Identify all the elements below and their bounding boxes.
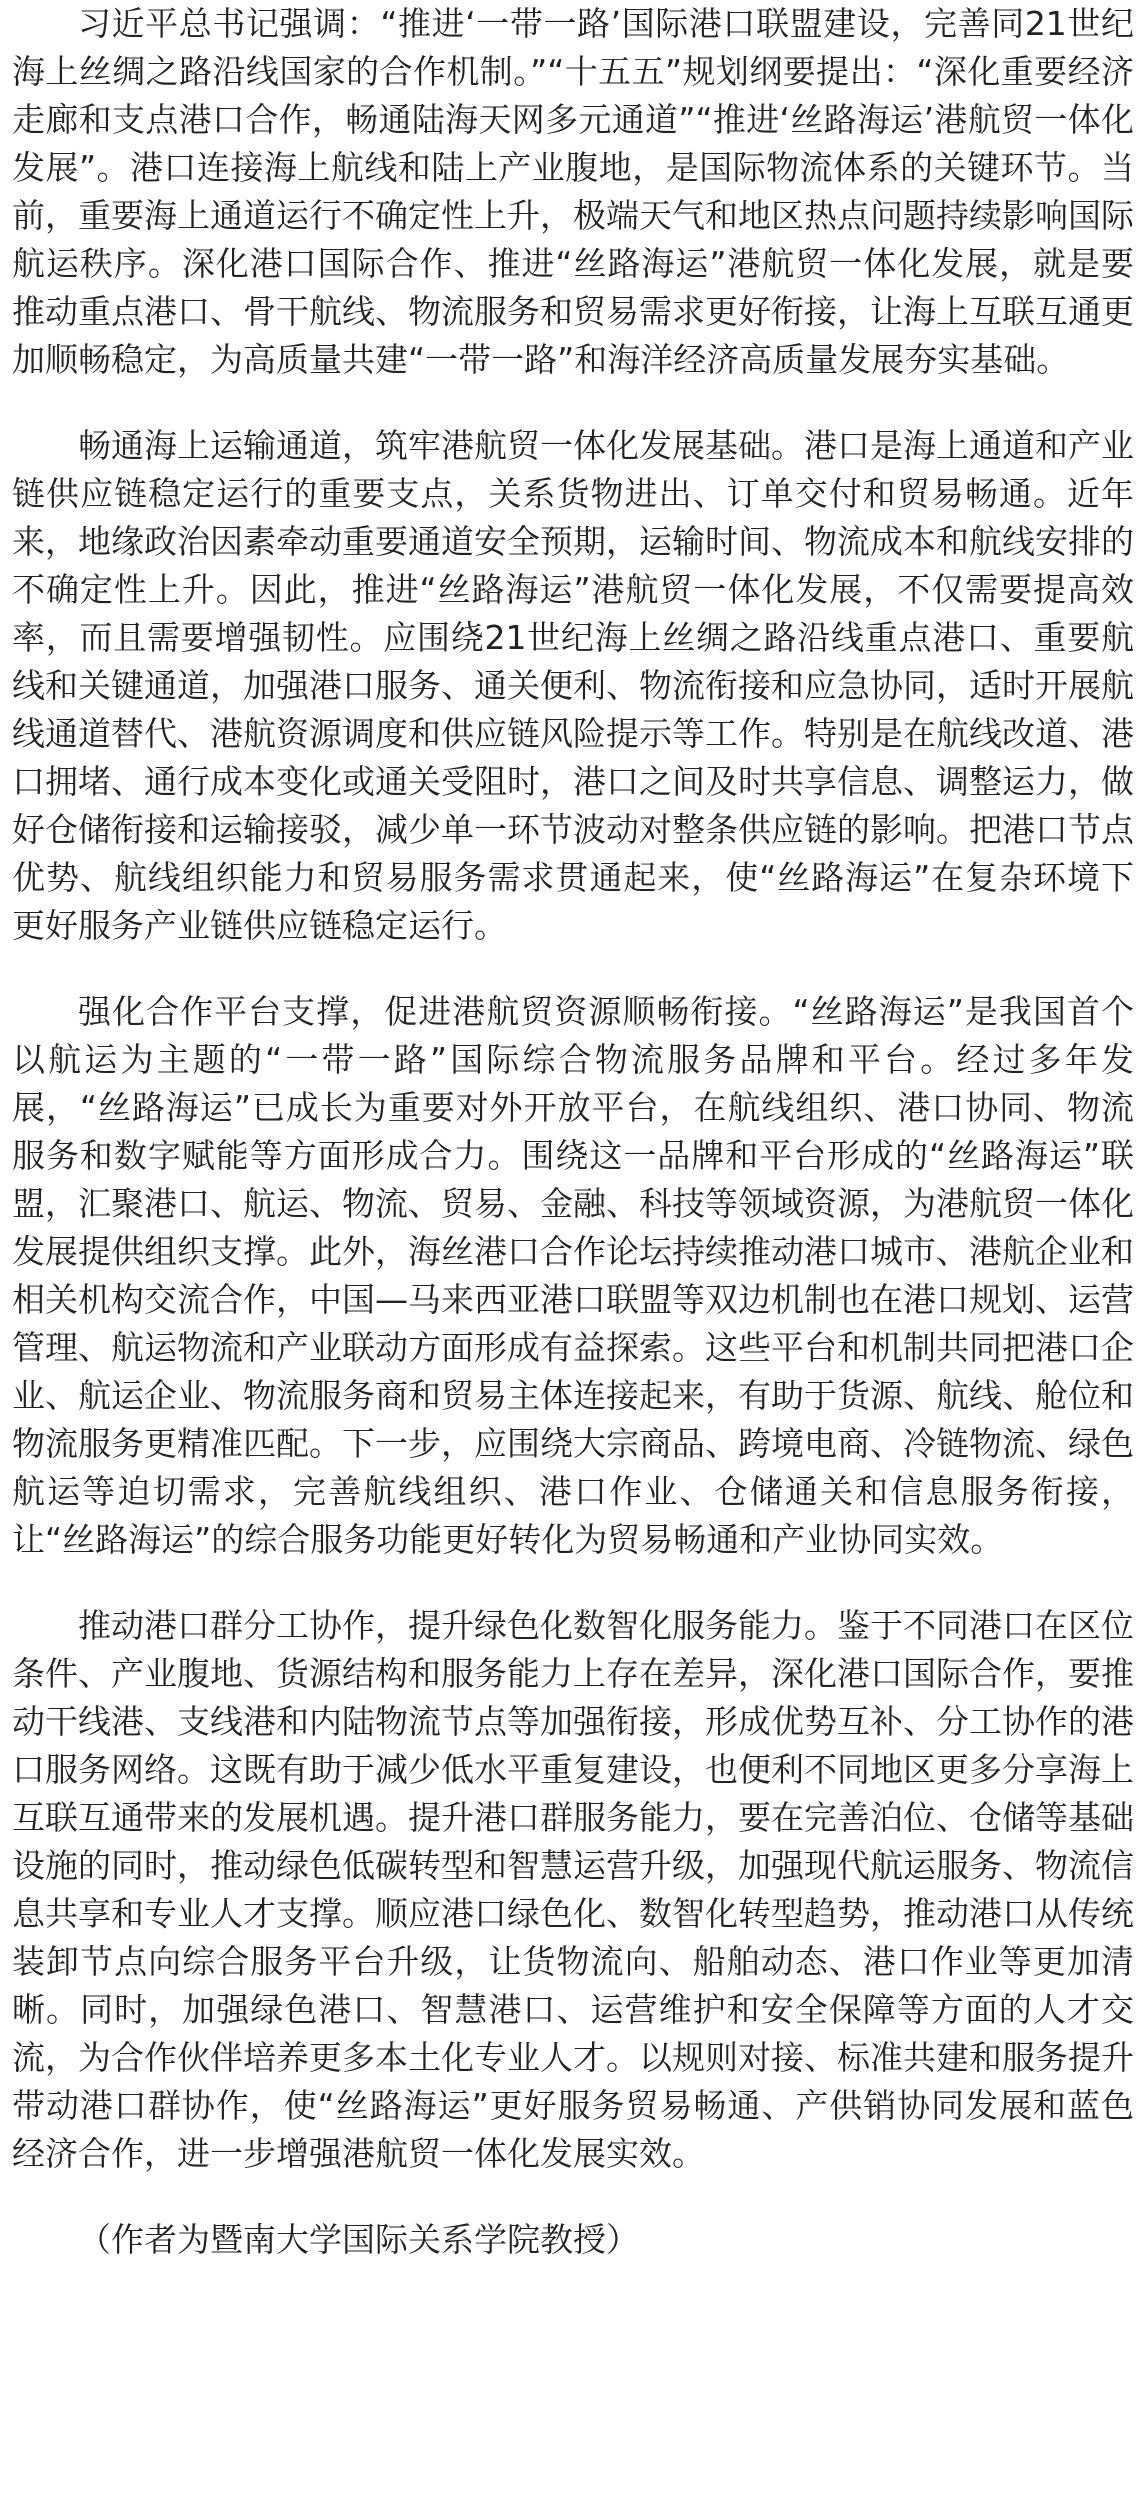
paragraph-intro: 习近平总书记强调：“推进‘一带一路’国际港口联盟建设，完善同21世纪海上丝绸之路沿线国家的合作机制。”“十五五”规划纲要提出：“深化重要经济走廊和支点港口合作，畅通陆海天网多元通道”“推进‘丝路海运’港航贸一体化发展”。港口连接海上航线和陆上产业腹地，是国际物流体系的关键环节。当前，重要海上通道运行不确定性上升，极端天气和地区热点问题持续影响国际航运秩序。深化港口国际合作、推进“丝路海运”港航贸一体化发展，就是要推动重点港口、骨干航线、物流服务和贸易需求更好衔接，让海上互联互通更加顺畅稳定，为高质量共建“一带一路”和海洋经济高质量发展夯实基础。	[12, 4, 1134, 379]
paragraph-port-cluster: 推动港口群分工协作，提升绿色化数智化服务能力。鉴于不同港口在区位条件、产业腹地、货源结构和服务能力上存在差异，深化港口国际合作，要推动干线港、支线港和内陆物流节点等加强衔接，形成优势互补、分工协作的港口服务网络。这既有助于减少低水平重复建设，也便利不同地区更多分享海上互联互通带来的发展机遇。提升港口群服务能力，要在完善泊位、仓储等基础设施的同时，推动绿色低碳转型和智慧运营升级，加强现代航运服务、物流信息共享和专业人才支撑。顺应港口绿色化、数智化转型趋势，推动港口从传统装卸节点向综合服务平台升级，让货物流向、船舶动态、港口作业等更加清晰。同时，加强绿色港口、智慧港口、运营维护和安全保障等方面的人才交流，为合作伙伴培养更多本土化专业人才。以规则对接、标准共建和服务提升带动港口群协作，使“丝路海运”更好服务贸易畅通、产供销协同发展和蓝色经济合作，进一步增强港航贸一体化发展实效。	[12, 1606, 1134, 2173]
paragraph-shipping-channels: 畅通海上运输通道，筑牢港航贸一体化发展基础。港口是海上通道和产业链供应链稳定运行的重要支点，关系货物进出、订单交付和贸易畅通。近年来，地缘政治因素牵动重要通道安全预期，运输时间、物流成本和航线安排的不确定性上升。因此，推进“丝路海运”港航贸一体化发展，不仅需要提高效率，而且需要增强韧性。应围绕21世纪海上丝绸之路沿线重点港口、重要航线和关键通道，加强港口服务、通关便利、物流衔接和应急协同，适时开展航线通道替代、港航资源调度和供应链风险提示等工作。特别是在航线改道、港口拥堵、通行成本变化或通关受阻时，港口之间及时共享信息、调整运力，做好仓储衔接和运输接驳，减少单一环节波动对整条供应链的影响。把港口节点优势、航线组织能力和贸易服务需求贯通起来，使“丝路海运”在复杂环境下更好服务产业链供应链稳定运行。	[12, 426, 1134, 945]
article-body	[12, 0, 1134, 2264]
paragraph-cooperation-platform: 强化合作平台支撑，促进港航贸资源顺畅衔接。“丝路海运”是我国首个以航运为主题的“一带一路”国际综合物流服务品牌和平台。经过多年发展，“丝路海运”已成长为重要对外开放平台，在航线组织、港口协同、物流服务和数字赋能等方面形成合力。围绕这一品牌和平台形成的“丝路海运”联盟，汇聚港口、航运、物流、贸易、金融、科技等领域资源，为港航贸一体化发展提供组织支撑。此外，海丝港口合作论坛持续推动港口城市、港航企业和相关机构交流合作，中国—马来西亚港口联盟等双边机制也在港口规划、运营管理、航运物流和产业联动方面形成有益探索。这些平台和机制共同把港口企业、航运企业、物流服务商和贸易主体连接起来，有助于货源、航线、舱位和物流服务更精准匹配。下一步，应围绕大宗商品、跨境电商、冷链物流、绿色航运等迫切需求，完善航线组织、港口作业、仓储通关和信息服务衔接，让“丝路海运”的综合服务功能更好转化为贸易畅通和产业协同实效。	[12, 992, 1134, 1559]
author-byline: （作者为暨南大学国际关系学院教授）	[78, 2220, 639, 2259]
